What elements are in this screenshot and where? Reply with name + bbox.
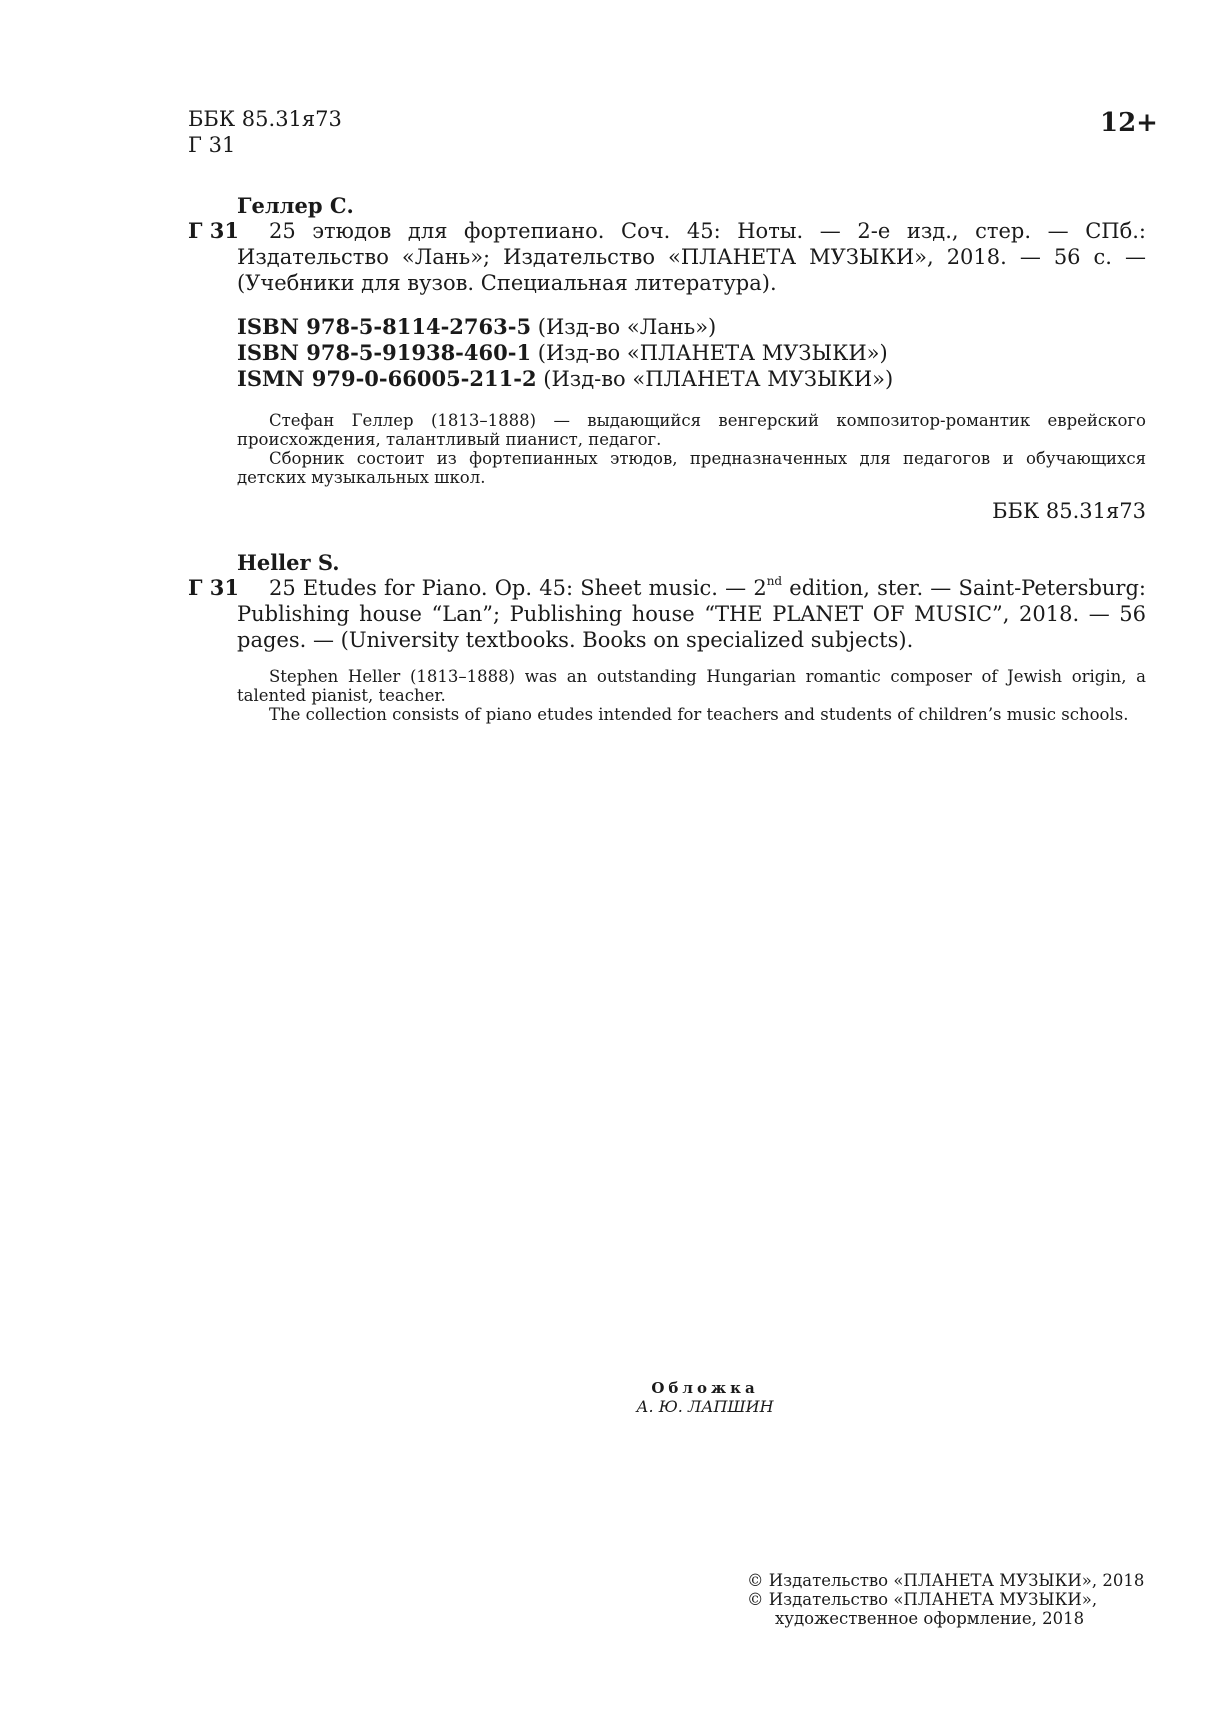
isbn-block — [237, 314, 893, 392]
en-description-part2: edition, ster. — Saint-Petersburg: Publishing house “Lan”; Publishing house “THE PLANET OF MUSIC”, 2018. — 56 pages. — (University textbooks. Books on specialized subjects). — [237, 576, 1146, 652]
isbn-line — [237, 314, 893, 340]
ru-author: Геллер С. — [237, 193, 354, 218]
ru-annotation-2: Сборник состоит из фортепианных этюдов, предназначенных для педагогов и обучающихся детских музыкальных школ. — [237, 449, 1146, 487]
cover-artist: А. Ю. ЛАПШИН — [636, 1397, 774, 1416]
ru-description-wrap — [237, 218, 1146, 296]
ru-bbk-footer: ББК 85.31я73 — [992, 499, 1146, 523]
ru-annotation-1: Стефан Геллер (1813–1888) — выдающийся венгерский композитор-романтик еврейского происхождения, талантливый пианист, педагог. — [237, 411, 1146, 449]
isbn-line — [237, 340, 893, 366]
en-description-wrap — [237, 575, 1146, 653]
ru-description: 25 этюдов для фортепиано. Соч. 45: Ноты. — 2-е изд., стер. — СПб.: Издательство «Лань»; Издательство «ПЛАНЕТА МУЗЫКИ», 2018. — 56 с. — (Учебники для вузов. Специальная литература). — [237, 219, 1146, 295]
bbk-header: ББК 85.31я73 — [188, 107, 342, 131]
en-author: Heller S. — [237, 550, 340, 575]
en-code: Г 31 — [188, 575, 240, 600]
copyright-line: © Издательство «ПЛАНЕТА МУЗЫКИ», 2018 — [747, 1571, 1145, 1590]
copyright-line: художественное оформление, 2018 — [775, 1609, 1085, 1628]
cover-credit — [555, 1379, 855, 1417]
copyright-line: © Издательство «ПЛАНЕТА МУЗЫКИ», — [747, 1590, 1098, 1609]
ru-code: Г 31 — [188, 218, 240, 243]
isbn-code: ISBN 978-5-8114-2763-5 — [237, 314, 532, 339]
en-description-sup: nd — [766, 574, 783, 588]
en-description-part1: 25 Etudes for Piano. Op. 45: Sheet music. — 2 — [269, 576, 767, 600]
ismn-code: ISMN 979-0-66005-211-2 — [237, 366, 537, 391]
isbn-publisher: (Изд-во «ПЛАНЕТА МУЗЫКИ») — [537, 341, 888, 365]
copyright-block — [747, 1571, 1144, 1628]
cover-label: Обложка — [651, 1379, 759, 1397]
en-annotation-1: Stephen Heller (1813–1888) was an outstanding Hungarian romantic composer of Jewish origin, a talented pianist, teacher. — [237, 667, 1146, 705]
en-annotation-2: The collection consists of piano etudes intended for teachers and students of children’s music schools. — [269, 705, 1129, 724]
code-header: Г 31 — [188, 133, 236, 157]
ismn-publisher: (Изд-во «ПЛАНЕТА МУЗЫКИ») — [543, 367, 894, 391]
ismn-line — [237, 366, 893, 392]
isbn-code: ISBN 978-5-91938-460-1 — [237, 340, 532, 365]
age-rating: 12+ — [1100, 108, 1158, 138]
isbn-publisher: (Изд-во «Лань») — [537, 315, 717, 339]
ru-entry — [188, 218, 1146, 296]
en-entry — [188, 575, 1146, 653]
